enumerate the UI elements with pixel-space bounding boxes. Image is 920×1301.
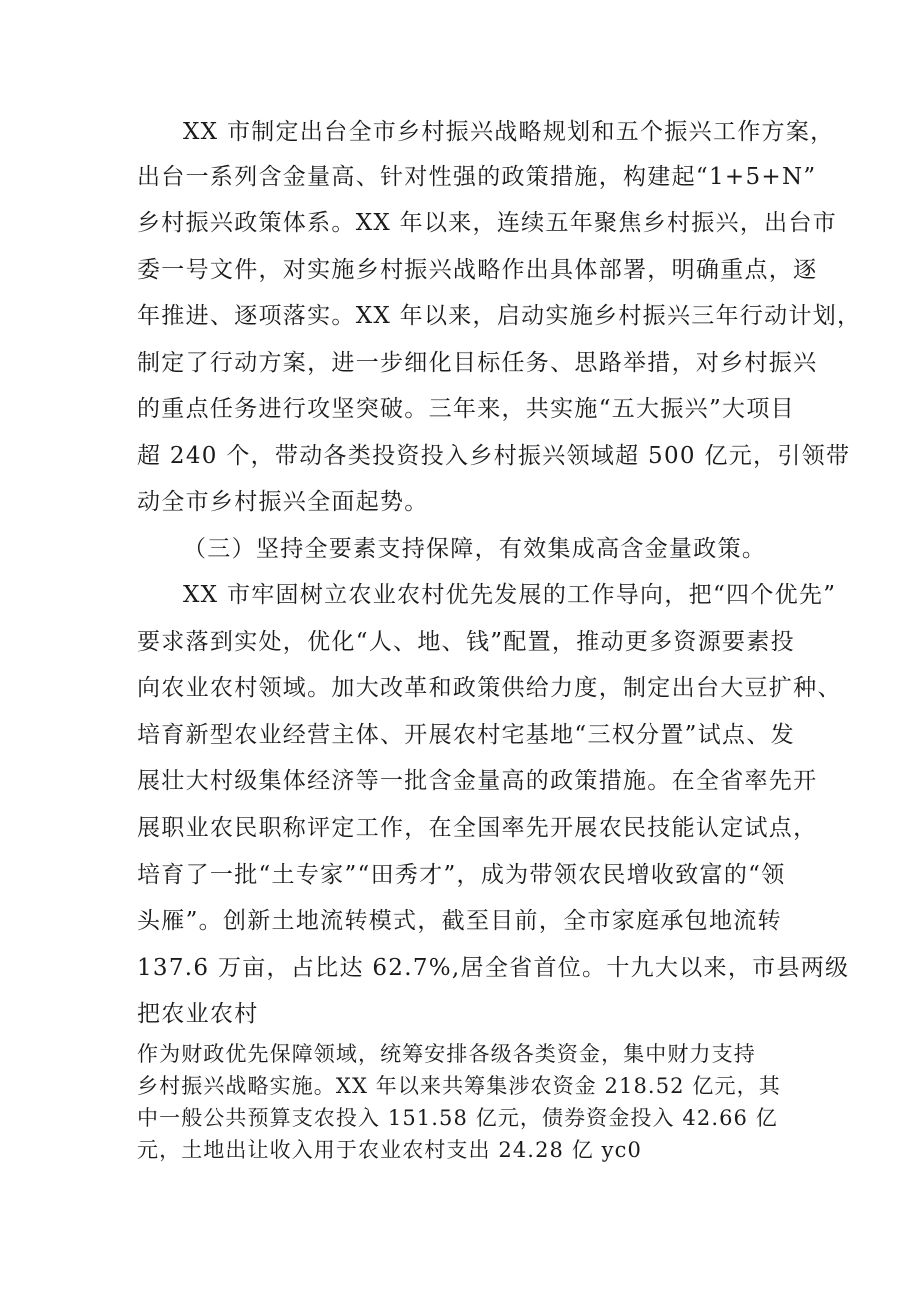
paragraph-2-line-2: 要求落到实处，优化“人、地、钱”配置，推动更多资源要素投 (137, 629, 795, 655)
paragraph-2-line-3: 向农业农村领域。加大改革和政策供给力度，制定出台大豆扩种、 (137, 675, 842, 701)
paragraph-2-line-8: 头雁”。创新土地流转模式，截至目前，全市家庭承包地流转 (137, 908, 782, 934)
paragraph-1-line-5: 年推进、逐项落实。XX 年以来，启动实施乡村振兴三年行动计划， (137, 303, 862, 329)
paragraph-2-line-1: XX 市牢固树立农业农村优先发展的工作导向，把“四个优先” (183, 582, 837, 608)
section-heading: （三）坚持全要素支持保障，有效集成高含金量政策。 (183, 536, 767, 562)
paragraph-1-line-8: 超 240 个，带动各类投资投入乡村振兴领域超 500 亿元，引领带 (137, 443, 851, 469)
paragraph-1-line-1: XX 市制定出台全市乡村振兴战略规划和五个振兴工作方案， (183, 119, 835, 145)
paragraph-1-line-2: 出台一系列含金量高、针对性强的政策措施，构建起“1+5+N” (137, 164, 817, 190)
paragraph-3-line-3: 中一般公共预算支农投入 151.58 亿元，债券资金投入 42.66 亿 (137, 1106, 778, 1130)
paragraph-2-line-6: 展职业农民职称评定工作，在全国率先开展农民技能认定试点， (137, 815, 818, 841)
paragraph-1-line-7: 的重点任务进行攻坚突破。三年来，共实施“五大振兴”大项目 (137, 396, 795, 422)
paragraph-2-line-4: 培育新型农业经营主体、开展农村宅基地“三权分置”试点、发 (137, 722, 795, 748)
paragraph-3-line-1: 作为财政优先保障领域，统筹安排各级各类资金，集中财力支持 (137, 1042, 756, 1066)
paragraph-2-line-10: 把农业农村 (137, 1001, 259, 1027)
paragraph-3-line-4: 元，土地出让收入用于农业农村支出 24.28 亿 yc0 (137, 1138, 642, 1162)
paragraph-1-line-6: 制定了行动方案，进一步细化目标任务、思路举措，对乡村振兴 (137, 350, 818, 376)
paragraph-2-line-7: 培育了一批“土专家”“田秀才”，成为带领农民增收致富的“领 (137, 862, 786, 888)
paragraph-2-line-5: 展壮大村级集体经济等一批含金量高的政策措施。在全省率先开 (137, 768, 818, 794)
paragraph-1-line-3: 乡村振兴政策体系。XX 年以来，连续五年聚焦乡村振兴，出台市 (137, 210, 838, 236)
paragraph-1-line-4: 委一号文件，对实施乡村振兴战略作出具体部署，明确重点，逐 (137, 257, 818, 283)
paragraph-2-line-9: 137.6 万亩，占比达 62.7%,居全省首位。十九大以来，市县两级 (137, 955, 850, 981)
paragraph-1-line-9: 动全市乡村振兴全面起势。 (137, 489, 429, 515)
paragraph-3-line-2: 乡村振兴战略实施。XX 年以来共筹集涉农资金 218.52 亿元，其 (137, 1074, 781, 1098)
